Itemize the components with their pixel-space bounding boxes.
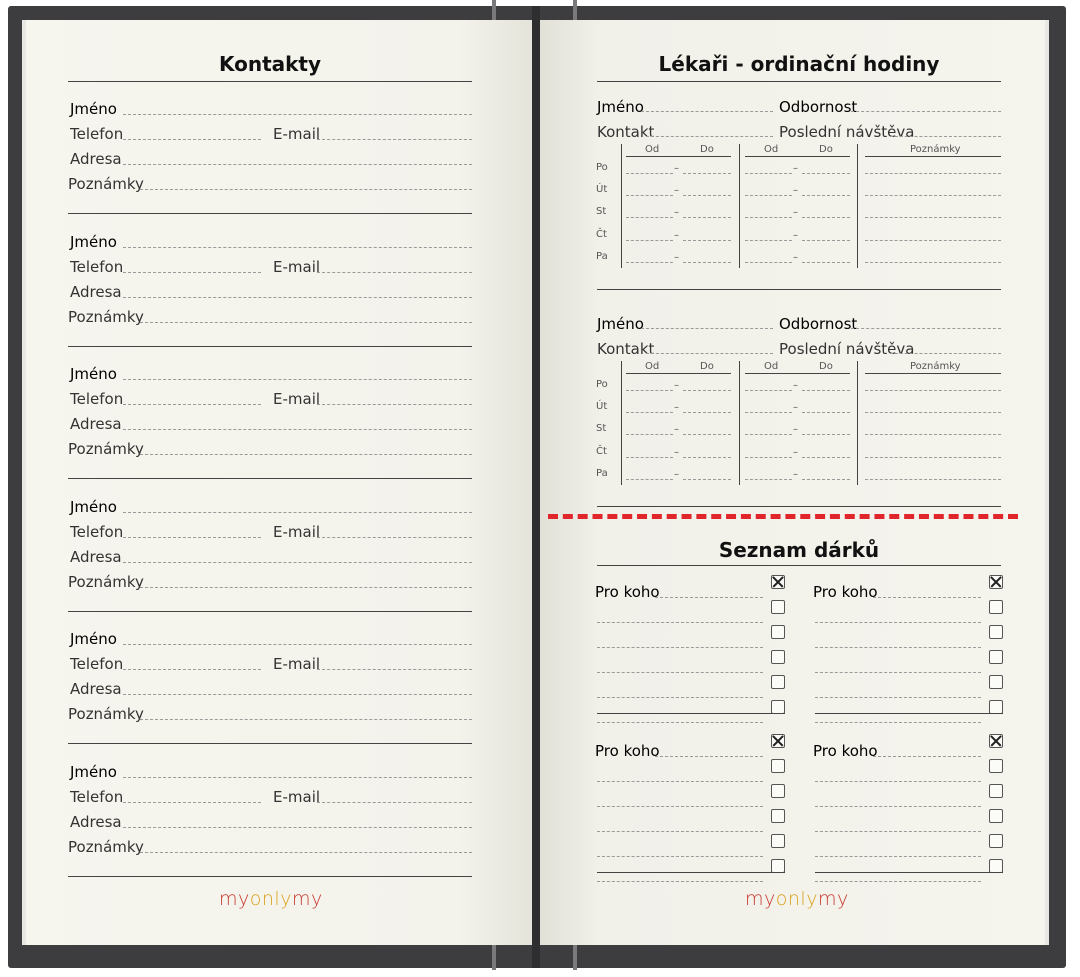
name-label: Jméno bbox=[70, 497, 117, 516]
time-dash: – bbox=[793, 424, 798, 436]
notes-header: Poznámky bbox=[910, 144, 961, 155]
notes-line[interactable] bbox=[865, 195, 1001, 196]
time-dash: – bbox=[793, 402, 798, 414]
contact-label: Kontakt bbox=[597, 123, 655, 141]
address-label: Adresa bbox=[70, 547, 122, 566]
entry-rule bbox=[68, 876, 472, 877]
gift-item-line[interactable] bbox=[815, 881, 981, 882]
time-from-line[interactable] bbox=[745, 434, 792, 435]
gift-item-line[interactable] bbox=[597, 781, 763, 782]
specialty-label: Odbornost bbox=[779, 98, 858, 116]
gift-checkbox[interactable] bbox=[771, 600, 785, 614]
time-from-line[interactable] bbox=[745, 217, 792, 218]
time-from-line[interactable] bbox=[745, 412, 792, 413]
email-line[interactable] bbox=[317, 404, 472, 405]
gift-checkbox[interactable] bbox=[989, 675, 1003, 689]
notes-label: Poznámky bbox=[68, 572, 144, 591]
doctor-name-label: Jméno bbox=[597, 315, 644, 333]
day-label: St bbox=[596, 423, 607, 435]
notes-label: Poznámky bbox=[68, 440, 144, 459]
gift-item-line[interactable] bbox=[597, 831, 763, 832]
day-label: Pa bbox=[596, 250, 608, 262]
specialty-label: Odbornost bbox=[779, 315, 858, 333]
entry-rule bbox=[597, 289, 1001, 290]
title-rule bbox=[597, 81, 1001, 82]
time-from-line[interactable] bbox=[626, 217, 673, 218]
time-dash: – bbox=[674, 380, 679, 391]
header-rule bbox=[745, 156, 850, 157]
gift-recipient-label: Pro koho bbox=[595, 742, 660, 760]
notes-line[interactable] bbox=[140, 454, 472, 455]
notes-line[interactable] bbox=[140, 852, 472, 853]
email-line[interactable] bbox=[317, 139, 472, 140]
entry-rule bbox=[68, 743, 472, 744]
time-dash: – bbox=[793, 251, 798, 263]
contact-line[interactable] bbox=[646, 353, 773, 354]
gift-checkbox[interactable] bbox=[771, 859, 785, 873]
doctors-title: Lékaři - ordinační hodiny bbox=[658, 52, 940, 76]
email-label: E-mail bbox=[273, 125, 321, 143]
address-label: Adresa bbox=[70, 150, 122, 168]
time-dash: – bbox=[793, 185, 798, 197]
doctor-name-line[interactable] bbox=[641, 111, 773, 112]
last-visit-line[interactable] bbox=[890, 353, 1001, 354]
gift-item-line[interactable] bbox=[597, 856, 763, 857]
phone-line[interactable] bbox=[123, 802, 261, 803]
gift-checkbox[interactable] bbox=[989, 700, 1003, 714]
time-to-line[interactable] bbox=[683, 173, 731, 174]
notes-line[interactable] bbox=[865, 434, 1001, 435]
notes-line[interactable] bbox=[140, 322, 472, 323]
from-header: Od bbox=[645, 144, 660, 155]
gift-item-line[interactable] bbox=[815, 647, 981, 648]
address-label: Adresa bbox=[70, 813, 122, 831]
time-from-line[interactable] bbox=[745, 479, 792, 480]
entry-rule bbox=[68, 478, 472, 479]
notes-header: Poznámky bbox=[910, 361, 961, 372]
email-label: E-mail bbox=[273, 655, 321, 674]
notes-line[interactable] bbox=[865, 479, 1001, 480]
brand-part: only bbox=[775, 888, 818, 910]
gift-checkbox[interactable] bbox=[989, 759, 1003, 773]
gift-item-line[interactable] bbox=[815, 856, 981, 857]
gift-checkbox[interactable] bbox=[771, 784, 785, 798]
gift-checkbox[interactable] bbox=[989, 834, 1003, 848]
address-line[interactable] bbox=[123, 164, 472, 165]
time-from-line[interactable] bbox=[626, 240, 673, 241]
phone-line[interactable] bbox=[123, 272, 261, 273]
notes-label: Poznámky bbox=[68, 705, 144, 724]
gift-checkbox[interactable] bbox=[989, 809, 1003, 823]
gift-item-line[interactable] bbox=[815, 722, 981, 723]
gift-checkbox[interactable] bbox=[989, 625, 1003, 639]
phone-line[interactable] bbox=[123, 404, 261, 405]
time-to-line[interactable] bbox=[683, 240, 731, 241]
day-label: Čt bbox=[596, 445, 607, 457]
time-from-line[interactable] bbox=[745, 173, 792, 174]
phone-label: Telefon bbox=[70, 788, 124, 806]
address-label: Adresa bbox=[70, 282, 122, 301]
gift-item-line[interactable] bbox=[815, 672, 981, 673]
table-divider bbox=[739, 144, 740, 268]
time-dash: – bbox=[793, 446, 798, 458]
from-header: Od bbox=[645, 361, 660, 372]
time-dash: – bbox=[793, 229, 798, 241]
notes-line[interactable] bbox=[865, 412, 1001, 413]
time-dash: – bbox=[674, 185, 679, 197]
gift-recipient-line[interactable] bbox=[655, 756, 763, 757]
time-from-line[interactable] bbox=[626, 173, 673, 174]
brand-part: my bbox=[291, 888, 323, 910]
table-divider bbox=[739, 361, 740, 485]
email-line[interactable] bbox=[317, 669, 472, 670]
address-label: Adresa bbox=[70, 415, 122, 434]
gift-item-line[interactable] bbox=[597, 647, 763, 648]
doctor-name-line[interactable] bbox=[641, 328, 773, 329]
time-to-line[interactable] bbox=[683, 195, 731, 196]
gift-rule bbox=[815, 872, 1003, 873]
address-line[interactable] bbox=[123, 694, 472, 695]
title-rule bbox=[68, 81, 472, 82]
time-to-line[interactable] bbox=[802, 240, 850, 241]
time-from-line[interactable] bbox=[626, 390, 673, 391]
header-rule bbox=[745, 373, 850, 374]
doctor-name-label: Jméno bbox=[597, 98, 644, 116]
time-from-line[interactable] bbox=[745, 240, 792, 241]
entry-rule bbox=[597, 506, 1001, 507]
from-header: Od bbox=[764, 144, 779, 155]
gift-recipient-label: Pro koho bbox=[813, 583, 878, 601]
entry-rule bbox=[68, 611, 472, 612]
phone-label: Telefon bbox=[70, 257, 124, 276]
time-to-line[interactable] bbox=[683, 434, 731, 435]
gift-item-line[interactable] bbox=[815, 831, 981, 832]
email-line[interactable] bbox=[317, 272, 472, 273]
gift-recipient-label: Pro koho bbox=[595, 583, 660, 601]
from-header: Od bbox=[764, 361, 779, 372]
time-from-line[interactable] bbox=[626, 412, 673, 413]
name-label: Jméno bbox=[70, 100, 117, 118]
email-label: E-mail bbox=[273, 390, 321, 409]
phone-label: Telefon bbox=[70, 390, 124, 409]
email-line[interactable] bbox=[317, 802, 472, 803]
gift-checkbox[interactable] bbox=[771, 700, 785, 714]
gift-item-line[interactable] bbox=[597, 881, 763, 882]
specialty-line[interactable] bbox=[851, 111, 1001, 112]
gift-rule bbox=[597, 713, 785, 714]
gift-checkbox[interactable] bbox=[989, 784, 1003, 798]
gift-checkbox[interactable] bbox=[771, 675, 785, 689]
day-label: St bbox=[596, 206, 607, 218]
gift-checkbox[interactable] bbox=[771, 759, 785, 773]
gift-item-line[interactable] bbox=[597, 697, 763, 698]
address-line[interactable] bbox=[123, 562, 472, 563]
time-to-line[interactable] bbox=[802, 412, 850, 413]
to-header: Do bbox=[700, 144, 714, 155]
name-line[interactable] bbox=[123, 379, 472, 380]
to-header: Do bbox=[700, 361, 714, 372]
time-from-line[interactable] bbox=[626, 457, 673, 458]
brand-logo bbox=[745, 888, 849, 910]
notes-label: Poznámky bbox=[68, 307, 144, 326]
gifts-title: Seznam dárků bbox=[718, 538, 880, 562]
time-from-line[interactable] bbox=[626, 262, 673, 263]
gift-checkbox[interactable] bbox=[989, 650, 1003, 664]
contact-label: Kontakt bbox=[597, 340, 655, 358]
table-divider bbox=[857, 144, 858, 268]
email-label: E-mail bbox=[273, 257, 321, 276]
address-line[interactable] bbox=[123, 297, 472, 298]
gift-item-line[interactable] bbox=[597, 806, 763, 807]
time-from-line[interactable] bbox=[626, 434, 673, 435]
name-line[interactable] bbox=[123, 247, 472, 248]
address-line[interactable] bbox=[123, 429, 472, 430]
notes-line[interactable] bbox=[865, 457, 1001, 458]
phone-label: Telefon bbox=[70, 522, 124, 541]
notes-line[interactable] bbox=[140, 719, 472, 720]
gift-checkbox-checked[interactable] bbox=[989, 575, 1003, 589]
notes-line[interactable] bbox=[865, 217, 1001, 218]
brand-part: my bbox=[817, 888, 849, 910]
day-label: Út bbox=[596, 184, 608, 196]
brand-part: my bbox=[745, 888, 776, 910]
time-dash: – bbox=[674, 424, 679, 436]
email-label: E-mail bbox=[273, 522, 321, 541]
header-rule bbox=[865, 156, 1001, 157]
notes-line[interactable] bbox=[865, 390, 1001, 391]
address-label: Adresa bbox=[70, 680, 122, 699]
time-to-line[interactable] bbox=[802, 173, 850, 174]
gift-rule bbox=[597, 872, 785, 873]
entry-rule bbox=[68, 346, 472, 347]
gift-recipient-line[interactable] bbox=[655, 597, 763, 598]
header-rule bbox=[626, 156, 731, 157]
brand-logo bbox=[219, 888, 323, 910]
gift-checkbox-checked[interactable] bbox=[989, 734, 1003, 748]
notes-line[interactable] bbox=[865, 173, 1001, 174]
last-visit-line[interactable] bbox=[890, 136, 1001, 137]
header-rule bbox=[626, 373, 731, 374]
time-to-line[interactable] bbox=[683, 262, 731, 263]
email-label: E-mail bbox=[273, 788, 321, 806]
gift-recipient-label: Pro koho bbox=[813, 742, 878, 760]
time-to-line[interactable] bbox=[802, 262, 850, 263]
phone-line[interactable] bbox=[123, 669, 261, 670]
gift-recipient-line[interactable] bbox=[873, 756, 981, 757]
last-visit-label: Poslední návštěva bbox=[779, 123, 915, 141]
day-label: Po bbox=[596, 379, 608, 390]
title-rule bbox=[597, 565, 1001, 566]
address-line[interactable] bbox=[123, 827, 472, 828]
to-header: Do bbox=[819, 144, 833, 155]
table-divider bbox=[621, 361, 622, 485]
notes-line[interactable] bbox=[140, 587, 472, 588]
time-to-line[interactable] bbox=[683, 412, 731, 413]
brand-part: only bbox=[249, 888, 292, 910]
time-from-line[interactable] bbox=[745, 457, 792, 458]
gift-item-line[interactable] bbox=[815, 806, 981, 807]
name-label: Jméno bbox=[70, 232, 117, 251]
time-dash: – bbox=[793, 380, 798, 391]
header-rule bbox=[865, 373, 1001, 374]
phone-label: Telefon bbox=[70, 125, 124, 143]
time-dash: – bbox=[674, 446, 679, 458]
day-label: Pa bbox=[596, 467, 608, 479]
notes-line[interactable] bbox=[865, 240, 1001, 241]
name-line[interactable] bbox=[123, 777, 472, 778]
time-dash: – bbox=[674, 229, 679, 241]
time-to-line[interactable] bbox=[683, 390, 731, 391]
gift-item-line[interactable] bbox=[815, 697, 981, 698]
day-label: Čt bbox=[596, 228, 607, 240]
name-label: Jméno bbox=[70, 365, 117, 384]
phone-label: Telefon bbox=[70, 655, 124, 674]
time-dash: – bbox=[793, 207, 798, 219]
time-from-line[interactable] bbox=[745, 262, 792, 263]
time-from-line[interactable] bbox=[745, 195, 792, 196]
name-label: Jméno bbox=[70, 630, 117, 649]
gift-checkbox[interactable] bbox=[771, 625, 785, 639]
time-to-line[interactable] bbox=[683, 479, 731, 480]
last-visit-label: Poslední návštěva bbox=[779, 340, 915, 358]
name-line[interactable] bbox=[123, 114, 472, 115]
specialty-line[interactable] bbox=[851, 328, 1001, 329]
gift-checkbox[interactable] bbox=[989, 859, 1003, 873]
notes-label: Poznámky bbox=[68, 838, 144, 856]
gift-item-line[interactable] bbox=[597, 622, 763, 623]
time-dash: – bbox=[674, 468, 679, 480]
gift-item-line[interactable] bbox=[597, 672, 763, 673]
time-dash: – bbox=[793, 468, 798, 480]
phone-line[interactable] bbox=[123, 139, 261, 140]
gift-checkbox-checked[interactable] bbox=[771, 734, 785, 748]
name-line[interactable] bbox=[123, 512, 472, 513]
day-label: Po bbox=[596, 162, 608, 173]
gift-checkbox[interactable] bbox=[771, 834, 785, 848]
email-line[interactable] bbox=[317, 537, 472, 538]
time-to-line[interactable] bbox=[802, 457, 850, 458]
time-from-line[interactable] bbox=[626, 195, 673, 196]
day-label: Út bbox=[596, 401, 608, 413]
gift-checkbox-checked[interactable] bbox=[771, 575, 785, 589]
time-dash: – bbox=[674, 163, 679, 174]
gift-recipient-line[interactable] bbox=[873, 597, 981, 598]
table-divider bbox=[621, 144, 622, 268]
time-to-line[interactable] bbox=[802, 479, 850, 480]
gift-item-line[interactable] bbox=[597, 722, 763, 723]
gift-rule bbox=[815, 713, 1003, 714]
time-dash: – bbox=[674, 207, 679, 219]
gift-checkbox[interactable] bbox=[771, 650, 785, 664]
brand-part: my bbox=[219, 888, 250, 910]
gift-checkbox[interactable] bbox=[989, 600, 1003, 614]
name-line[interactable] bbox=[123, 644, 472, 645]
to-header: Do bbox=[819, 361, 833, 372]
table-divider bbox=[857, 361, 858, 485]
time-to-line[interactable] bbox=[802, 390, 850, 391]
notes-line[interactable] bbox=[865, 262, 1001, 263]
time-dash: – bbox=[793, 163, 798, 174]
time-to-line[interactable] bbox=[802, 195, 850, 196]
cut-line bbox=[548, 514, 1018, 519]
notes-line[interactable] bbox=[140, 189, 472, 190]
time-to-line[interactable] bbox=[802, 434, 850, 435]
phone-line[interactable] bbox=[123, 537, 261, 538]
entry-rule bbox=[68, 213, 472, 214]
time-from-line[interactable] bbox=[626, 479, 673, 480]
time-to-line[interactable] bbox=[802, 217, 850, 218]
gift-checkbox[interactable] bbox=[771, 809, 785, 823]
page-title: Kontakty bbox=[218, 52, 322, 76]
time-dash: – bbox=[674, 251, 679, 263]
time-to-line[interactable] bbox=[683, 457, 731, 458]
gift-item-line[interactable] bbox=[815, 622, 981, 623]
time-from-line[interactable] bbox=[745, 390, 792, 391]
book-gutter bbox=[532, 6, 540, 968]
gift-item-line[interactable] bbox=[815, 781, 981, 782]
notes-label: Poznámky bbox=[68, 175, 144, 193]
name-label: Jméno bbox=[70, 763, 117, 781]
contact-line[interactable] bbox=[646, 136, 773, 137]
time-dash: – bbox=[674, 402, 679, 414]
time-to-line[interactable] bbox=[683, 217, 731, 218]
